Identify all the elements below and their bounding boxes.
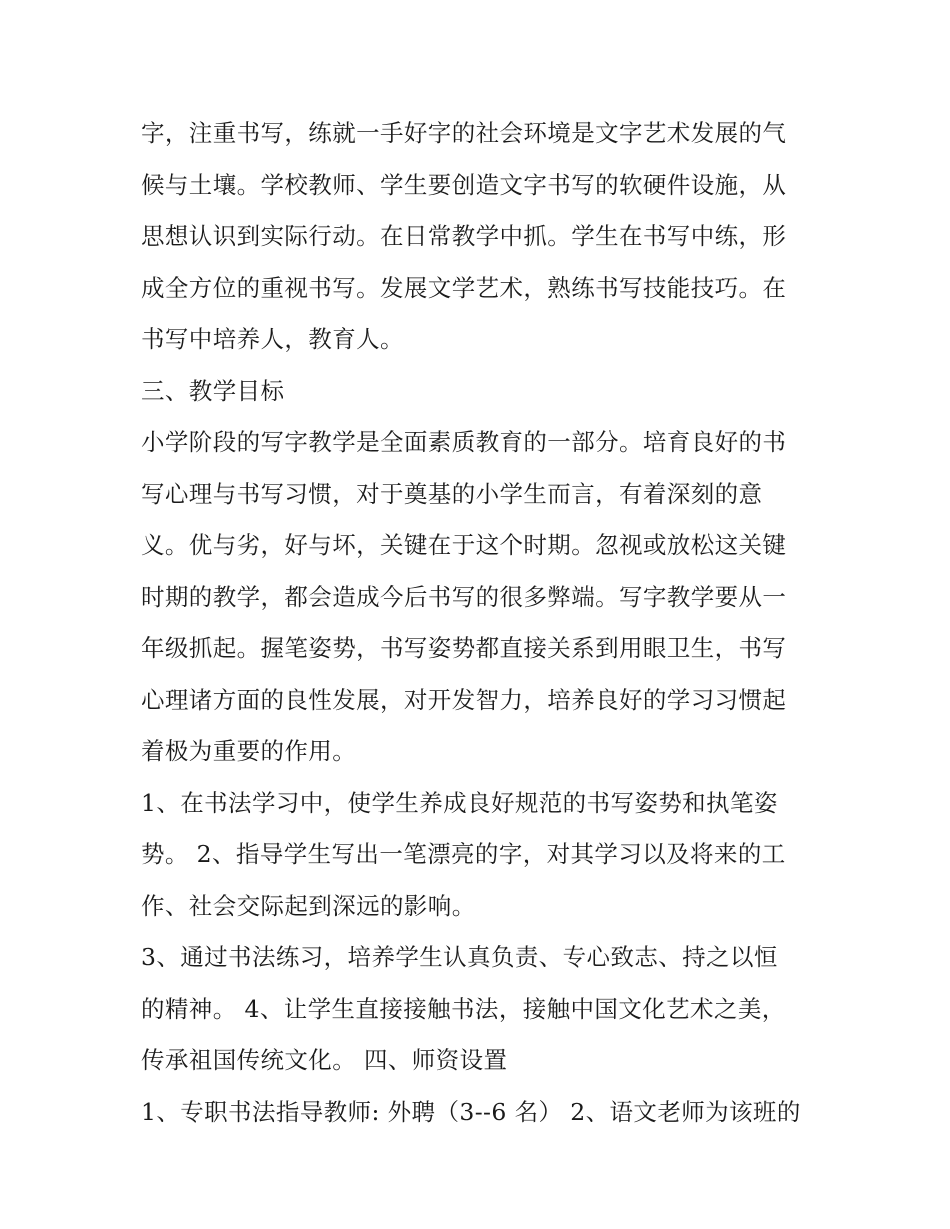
paragraph-line: 书写中培养人，教育人。 [141,325,404,353]
paragraph-line: 字，注重书写，练就一手好字的社会环境是文字艺术发展的气 [141,119,787,147]
paragraph-line: 写心理与书写习惯，对于奠基的小学生而言，有着深刻的意 [141,479,763,508]
list-item-line: 势。 2、指导学生写出一笔漂亮的字，对其学习以及将来的工 [141,840,786,868]
paragraph-line: 思想认识到实际行动。在日常教学中抓。学生在书写中练，形 [141,222,787,250]
list-item-line: 传承祖国传统文化。 四、师资设置 [141,1046,508,1074]
list-item-line: 3、通过书法练习，培养学生认真负责、专心致志、持之以恒 [141,943,778,971]
paragraph-line: 小学阶段的写字教学是全面素质教育的一部分。培育良好的书 [141,428,787,456]
list-item-line: 1、专职书法指导教师: 外聘（3--6 名） 2、语文老师为该班的 [141,1097,801,1126]
list-item-line: 1、在书法学习中，使学生养成良好规范的书写姿势和执笔姿 [141,788,778,817]
paragraph-line: 着极为重要的作用。 [141,737,357,765]
paragraph-line: 候与土壤。学校教师、学生要创造文字书写的软硬件设施，从 [141,170,787,199]
paragraph-line: 年级抓起。握笔姿势，书写姿势都直接关系到用眼卫生，书写 [141,634,787,662]
paragraph-line: 成全方位的重视书写。发展文学艺术，熟练书写技能技巧。在 [141,273,787,302]
document-body [141,108,821,1138]
list-item-line: 的精神。 4、让学生直接接触书法，接触中国文化艺术之美， [141,994,786,1023]
paragraph-line: 心理诸方面的良性发展，对开发智力，培养良好的学习习惯起 [141,685,787,714]
paragraph-line: 时期的教学，都会造成今后书写的很多弊端。写字教学要从一 [141,582,787,611]
section-heading-teaching-goals: 三、教学目标 [141,376,285,405]
paragraph-line: 义。优与劣，好与坏，关键在于这个时期。忽视或放松这关键 [141,531,787,559]
list-item-line: 作、社会交际起到深远的影响。 [141,891,476,920]
